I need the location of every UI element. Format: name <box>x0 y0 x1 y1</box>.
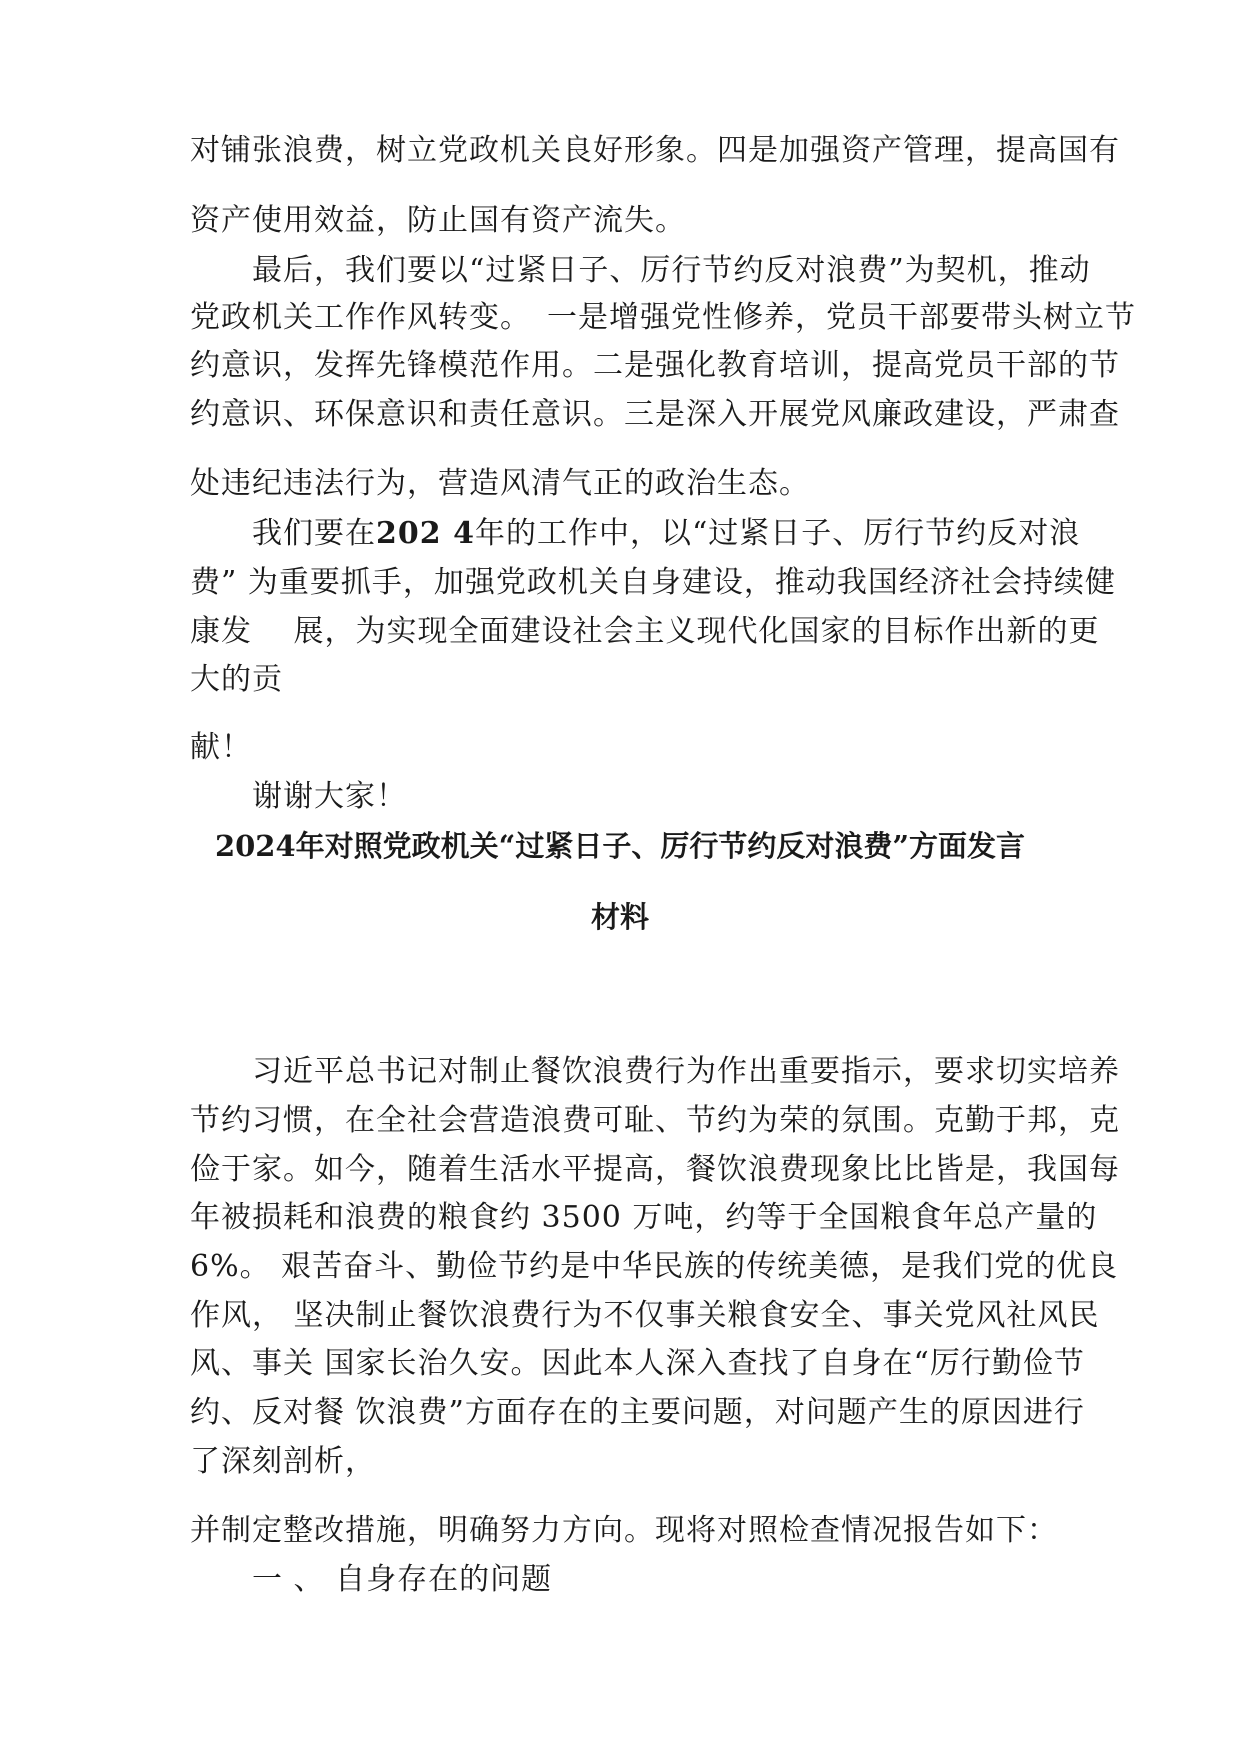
paragraph-line: 俭于家。如今，随着生活水平提高，餐饮浪费现象比比皆是，我国每 <box>190 1152 1120 1187</box>
paragraph-line: 作风， 坚决制止餐饮浪费行为不仅事关粮食安全、事关党风社风民 <box>190 1298 1100 1333</box>
paragraph-line: 约、反对餐 饮浪费”方面存在的主要问题，对问题产生的原因进行 <box>190 1395 1085 1430</box>
paragraph-line: 节约习惯，在全社会营造浪费可耻、节约为荣的氛围。克勤于邦，克 <box>190 1103 1120 1138</box>
paragraph-line: 献！ <box>190 730 252 765</box>
section-heading: 一 、 自身存在的问题 <box>190 1562 553 1597</box>
paragraph-line <box>190 514 1081 554</box>
paragraph-line: 了深刻剖析， <box>190 1444 376 1479</box>
paragraph-line: 资产使用效益，防止国有资产流失。 <box>190 203 686 238</box>
document-title: 2024年对照党政机关“过紧日子、厉行节约反对浪费”方面发言 <box>214 829 1026 863</box>
document-title-continued: 材料 <box>590 900 649 934</box>
paragraph-line: 处违纪违法行为，营造风清气正的政治生态。 <box>190 466 810 501</box>
paragraph-line: 大的贡 <box>190 662 283 697</box>
paragraph-line: 并制定整改措施，明确努力方向。现将对照检查情况报告如下： <box>190 1513 1058 1548</box>
paragraph-line: 年被损耗和浪费的粮食约 3500 万吨，约等于全国粮食年总产量的 <box>190 1200 1098 1235</box>
paragraph-line: 费” 为重要抓手，加强党政机关自身建设，推动我国经济社会持续健 <box>190 565 1116 600</box>
paragraph-line: 谢谢大家！ <box>190 779 407 814</box>
paragraph-line: 最后，我们要以“过紧日子、厉行节约反对浪费”为契机，推动 <box>190 253 1091 288</box>
closing-year: 202 4 <box>376 516 475 551</box>
paragraph-line: 约意识、环保意识和责任意识。三是深入开展党风廉政建设，严肃查 <box>190 397 1120 432</box>
paragraph-line: 习近平总书记对制止餐饮浪费行为作出重要指示，要求切实培养 <box>190 1054 1120 1089</box>
closing-suffix: 年的工作中，以“过紧日子、厉行节约反对浪 <box>474 516 1081 551</box>
paragraph-line: 党政机关工作作风转变。 一是增强党性修养，党员干部要带头树立节 <box>190 300 1136 335</box>
paragraph-line: 康发 展，为实现全面建设社会主义现代化国家的目标作出新的更 <box>190 614 1100 649</box>
paragraph-line: 对铺张浪费，树立党政机关良好形象。四是加强资产管理，提高国有 <box>190 133 1120 168</box>
closing-prefix: 我们要在 <box>190 516 376 551</box>
paragraph-line: 约意识，发挥先锋模范作用。二是强化教育培训，提高党员干部的节 <box>190 348 1120 383</box>
paragraph-line: 6%。 艰苦奋斗、勤俭节约是中华民族的传统美德，是我们党的优良 <box>190 1249 1119 1284</box>
paragraph-line: 风、事关 国家长治久安。因此本人深入查找了自身在“厉行勤俭节 <box>190 1346 1085 1381</box>
